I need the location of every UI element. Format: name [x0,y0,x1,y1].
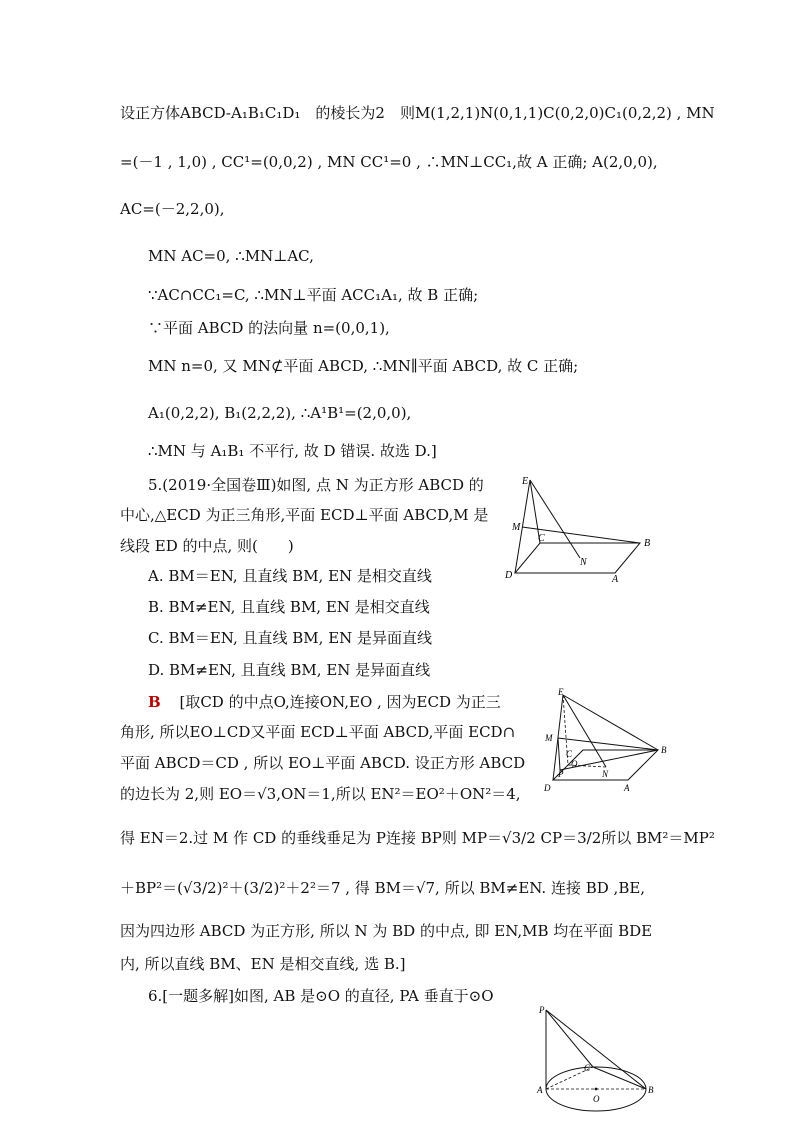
fig1-label-d: D [505,570,513,581]
fig2-label-o: O [571,759,578,769]
q5-solution-line-2: 角形, 所以EO⊥CD又平面 ECD⊥平面 ABCD,平面 ECD∩ [120,723,516,741]
q5-solution-line-7: 因为四边形 ABCD 为正方形, 所以 N 为 BD 的中点, 即 EN,MB 均在平面 BDE [120,922,653,940]
q6-stem: 6.[一题多解]如图, AB 是⊙O 的直径, PA 垂直于⊙O [148,987,494,1005]
fig2-label-p: P [558,769,564,779]
solution-line-2: =(－1 , 1,0) , CC¹=(0,0,2) , MN CC¹=0 , ∴MN⊥CC₁,故 A 正确; A(2,0,0), [120,153,658,171]
fig2-label-e: E [558,687,564,697]
fig1-label-b: B [644,538,651,549]
base-parallelogram [515,543,640,573]
q5-solution-text-1: [取CD 的中点O,连接ON,EO , 因为ECD 为正三 [179,693,501,711]
solution-line-8: A₁(0,2,2), B₁(2,2,2), ∴A¹B¹=(2,0,0), [148,404,412,422]
solution-line-4: MN AC=0, ∴MN⊥AC, [148,247,314,265]
answer-badge: B [148,693,161,711]
q6-figure [535,1005,665,1120]
solution-line-7: MN n=0, 又 MN⊄平面 ABCD, ∴MN∥平面 ABCD, 故 C 正确; [148,357,579,375]
fig3-label-o: O [593,1094,600,1104]
q5-solution-line-8: 内, 所以直线 BM、EN 是相交直线, 选 B.] [120,955,406,973]
q5-solution-line-4: 的边长为 2,则 EO＝√3,ON＝1,所以 EN²＝EO²＋ON²＝4, [120,785,521,803]
q5-option-c: C. BM＝EN, 且直线 BM, EN 是异面直线 [148,629,433,647]
solution-line-3: AC=(－2,2,0), [120,200,225,218]
q5-solution-figure [538,685,673,795]
solution-line-9: ∴MN 与 A₁B₁ 不平行, 故 D 错误. 故选 D.] [148,442,437,460]
q5-stem-2: 中心,△ECD 为正三角形,平面 ECD⊥平面 ABCD,M 是 [120,506,489,524]
fig3-label-c: C [584,1063,591,1073]
solution-line-5: ∵AC∩CC₁=C, ∴MN⊥平面 ACC₁A₁, 故 B 正确; [148,286,479,304]
q5-solution-line-3: 平面 ABCD＝CD , 所以 EO⊥平面 ABCD. 设正方形 ABCD [120,754,526,772]
fig1-label-c: C [538,533,545,544]
q5-figure [500,470,660,585]
fig2-label-n: N [602,769,609,779]
q5-option-b: B. BM≠EN, 且直线 BM, EN 是相交直线 [148,598,430,616]
fig2-label-d: D [544,783,551,793]
fig2-label-m: M [545,733,553,743]
q5-stem-3: 线段 ED 的中点, 则( ) [120,537,294,555]
q5-solution-line-6: ＋BP²＝(√3/2)²＋(3/2)²＋2²＝7 , 得 BM＝√7, 所以 BM≠EN. 连接 BD ,BE, [120,879,646,897]
q5-solution-line-5: 得 EN＝2.过 M 作 CD 的垂线垂足为 P连接 BP则 MP＝√3/2 CP＝3/2所以 BM²＝MP² [120,829,715,847]
solution-line-1: 设正方体ABCD-A₁B₁C₁D₁ 的棱长为2 则M(1,2,1)N(0,1,1)C(0,2,0)C₁(0,2,2) , MN [120,104,715,122]
q5-stem-1: 5.(2019·全国卷Ⅲ)如图, 点 N 为正方形 ABCD 的 [148,476,484,494]
fig3-label-a: A [537,1085,543,1095]
fig3-label-p: P [539,1005,545,1015]
fig1-label-a: A [612,574,619,585]
fig2-label-a: A [624,783,630,793]
q5-option-a: A. BM＝EN, 且直线 BM, EN 是相交直线 [148,567,432,585]
fig2-label-c: C [566,749,573,759]
fig2-label-b: B [661,745,667,755]
fig3-label-b: B [648,1085,654,1095]
fig1-label-e: E [522,476,529,487]
solution-line-6: ∵平面 ABCD 的法向量 n=(0,0,1), [148,319,390,337]
q5-solution-line-1 [148,692,501,712]
q5-option-d: D. BM≠EN, 且直线 BM, EN 是异面直线 [148,661,431,679]
fig1-label-n: N [580,557,587,568]
fig1-label-m: M [512,522,521,533]
